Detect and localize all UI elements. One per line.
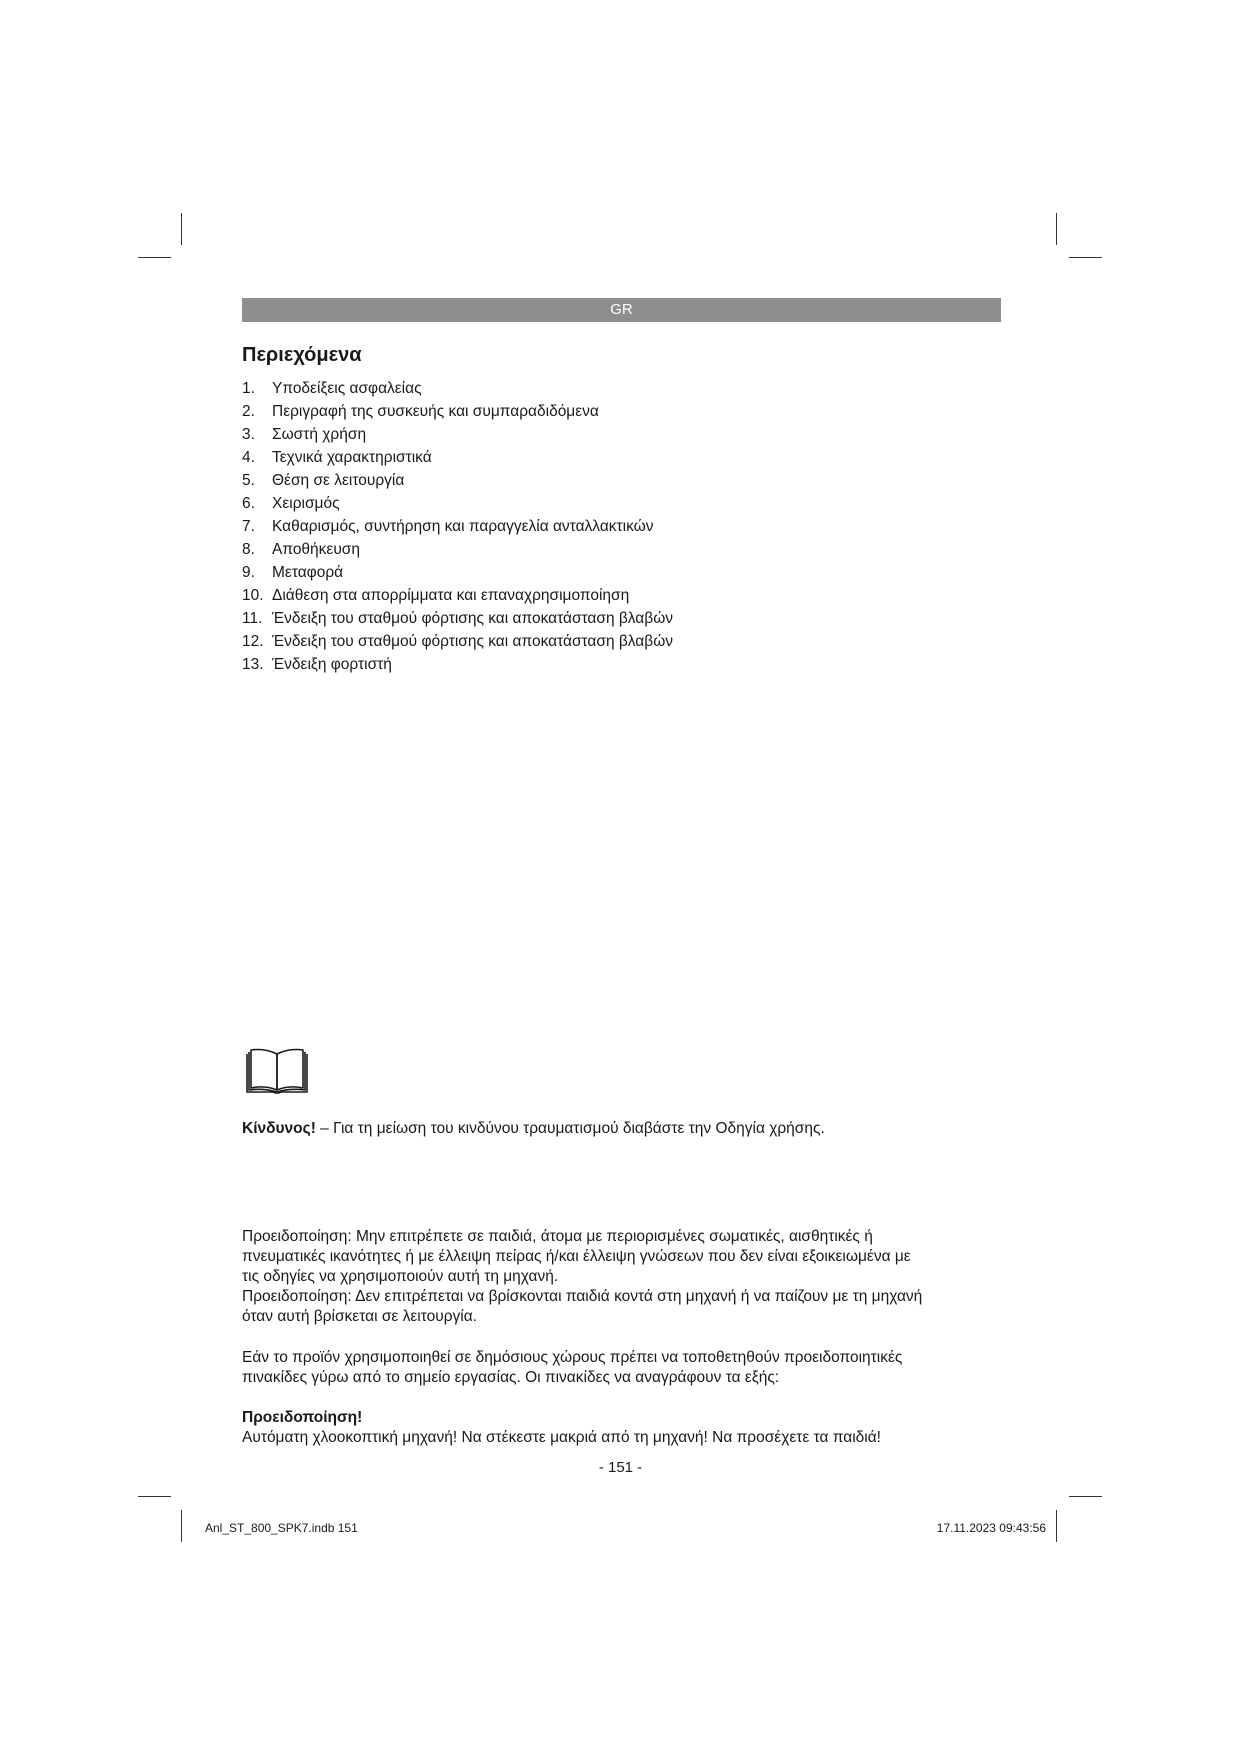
crop-mark-top-right-horizontal [1069, 257, 1102, 258]
language-bar: GR [242, 298, 1001, 322]
danger-text: – Για τη μείωση του κινδύνου τραυματισμού διαβάστε την Οδηγία χρήσης. [315, 1120, 825, 1137]
crop-mark-top-left-vertical [181, 213, 182, 245]
crop-mark-top-right-vertical [1056, 213, 1057, 245]
toc-item-number: 2. [242, 403, 255, 420]
table-of-contents [242, 377, 673, 676]
book-icon [243, 1048, 311, 1098]
paragraph-line: πινακίδες γύρω από το σημείο εργασίας. Οι πινακίδες να αναγράφουν τα εξής: [242, 1369, 780, 1386]
paragraph-line: τις οδηγίες να χρησιμοποιούν αυτή τη μηχανή. [242, 1268, 559, 1285]
toc-item-number: 6. [242, 495, 255, 512]
toc-item-number: 10. [242, 587, 264, 604]
toc-item-text: Ένδειξη φορτιστή [272, 656, 392, 673]
toc-item [242, 607, 673, 630]
toc-item-text: Χειρισμός [272, 495, 340, 512]
toc-item-text: Αποθήκευση [272, 541, 360, 558]
toc-item [242, 538, 673, 561]
toc-item-text: Σωστή χρήση [272, 426, 367, 443]
toc-item [242, 515, 673, 538]
toc-item-text: Καθαρισμός, συντήρηση και παραγγελία ανταλλακτικών [272, 518, 654, 535]
paragraph-line: Προειδοποίηση: Δεν επιτρέπεται να βρίσκονται παιδιά κοντά στη μηχανή ή να παίζουν με τη μηχανή [242, 1288, 923, 1305]
toc-item [242, 653, 673, 676]
toc-item [242, 469, 673, 492]
crop-mark-bottom-left-horizontal [138, 1496, 171, 1497]
toc-item-text: Τεχνικά χαρακτηριστικά [272, 449, 432, 466]
toc-item-text: Υποδείξεις ασφαλείας [272, 380, 422, 397]
warning-paragraph [242, 1227, 1002, 1327]
paragraph-line: όταν αυτή βρίσκεται σε λειτουργία. [242, 1308, 477, 1325]
toc-item-number: 4. [242, 449, 255, 466]
sign-heading: Προειδοποίηση! [242, 1409, 363, 1426]
crop-mark-bottom-right-horizontal [1069, 1496, 1102, 1497]
toc-item-text: Ένδειξη του σταθμού φόρτισης και αποκατάσταση βλαβών [272, 610, 674, 627]
sign-text: Αυτόματη χλοοκοπτική μηχανή! Να στέκεστε μακριά από τη μηχανή! Να προσέχετε τα παιδιά! [242, 1429, 881, 1446]
toc-item-number: 8. [242, 541, 255, 558]
footer-file-name: Anl_ST_800_SPK7.indb 151 [205, 1521, 358, 1535]
crop-mark-bottom-right-vertical [1056, 1510, 1057, 1542]
toc-item [242, 561, 673, 584]
toc-item-number: 11. [242, 610, 263, 627]
toc-item-text: Μεταφορά [272, 564, 344, 581]
crop-mark-top-left-horizontal [138, 257, 171, 258]
paragraph-line: Εάν το προϊόν χρησιμοποιηθεί σε δημόσιους χώρους πρέπει να τοποθετηθούν προειδοποιητικές [242, 1349, 903, 1366]
toc-item-number: 13. [242, 656, 264, 673]
toc-item [242, 400, 673, 423]
toc-item [242, 584, 673, 607]
toc-item [242, 446, 673, 469]
toc-item-number: 3. [242, 426, 255, 443]
footer-timestamp: 17.11.2023 09:43:56 [936, 1521, 1046, 1535]
danger-label: Κίνδυνος! [242, 1120, 316, 1137]
toc-item-text: Ένδειξη του σταθμού φόρτισης και αποκατάσταση βλαβών [272, 633, 674, 650]
crop-mark-bottom-left-vertical [181, 1510, 182, 1542]
toc-item-number: 9. [242, 564, 255, 581]
page-title: Περιεχόμενα [242, 344, 362, 366]
toc-item-text: Διάθεση στα απορρίμματα και επαναχρησιμοποίηση [272, 587, 630, 604]
toc-item-number: 12. [242, 633, 264, 650]
toc-item-text: Περιγραφή της συσκευής και συμπαραδιδόμενα [272, 403, 599, 420]
paragraph-line: πνευματικές ικανότητες ή με έλλειψη πείρας ή/και έλλειψη γνώσεων που δεν είναι εξοικειωμένα με [242, 1248, 911, 1265]
page-number: - 151 - [598, 1459, 643, 1476]
toc-item-number: 1. [242, 380, 255, 397]
toc-item [242, 630, 673, 653]
toc-item [242, 377, 673, 400]
danger-notice [242, 1118, 825, 1140]
toc-item [242, 492, 673, 515]
toc-item [242, 423, 673, 446]
public-use-paragraph [242, 1348, 1002, 1388]
paragraph-line: Προειδοποίηση: Μην επιτρέπετε σε παιδιά, άτομα με περιορισμένες σωματικές, αισθητικές ή [242, 1228, 873, 1245]
toc-item-text: Θέση σε λειτουργία [272, 472, 405, 489]
sign-text-block [242, 1408, 1002, 1448]
toc-item-number: 7. [242, 518, 255, 535]
toc-item-number: 5. [242, 472, 255, 489]
